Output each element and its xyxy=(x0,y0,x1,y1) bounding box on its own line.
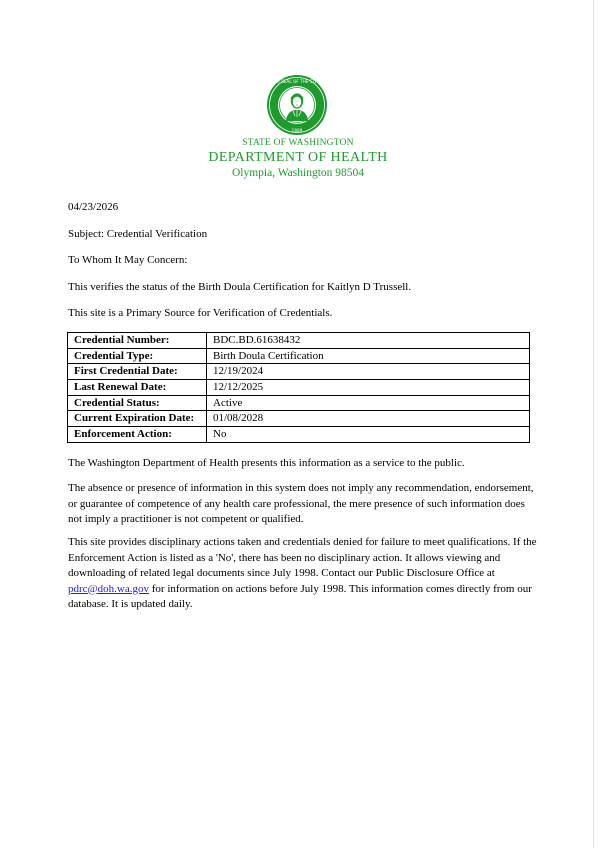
last-renewal-date-label: Last Renewal Date: xyxy=(68,380,207,396)
enforcement-action-value: No xyxy=(207,427,530,443)
last-renewal-date-value: 12/12/2025 xyxy=(207,380,530,396)
credential-type-value: Birth Doula Certification xyxy=(207,348,530,364)
table-row xyxy=(68,333,530,349)
disciplinary-text-before-link: This site provides disciplinary actions taken and credentials denied for failure to meet qualifications. If the Enforcement Action is listed as a 'No', there has been no disciplinary action. It allows viewing and downloading of related legal documents since July 1998. Contact our Public Disclosure Office at xyxy=(68,536,537,579)
letterhead-city: Olympia, Washington 98504 xyxy=(231,167,365,179)
credential-number-label: Credential Number: xyxy=(68,333,207,349)
credential-table xyxy=(67,332,530,443)
letter-date: 04/23/2026 xyxy=(68,201,119,213)
first-credential-date-label: First Credential Date: xyxy=(68,364,207,380)
public-service-statement: The Washington Department of Health presents this information as a service to the public. xyxy=(68,457,465,469)
table-row xyxy=(68,427,530,443)
first-credential-date-value: 12/19/2024 xyxy=(207,364,530,380)
letter-subject: Subject: Credential Verification xyxy=(68,228,208,240)
public-disclosure-email-link[interactable]: pdrc@doh.wa.gov xyxy=(68,582,150,595)
current-expiration-date-label: Current Expiration Date: xyxy=(68,411,207,427)
disciplinary-text-after-link: for information on actions before July 1998. This information comes directly from our database. It is updated daily. xyxy=(68,582,532,610)
enforcement-action-label: Enforcement Action: xyxy=(68,427,207,443)
table-row xyxy=(68,364,530,380)
svg-text:THE SEAL OF THE STATE: THE SEAL OF THE STATE xyxy=(271,78,323,84)
table-row xyxy=(68,380,530,396)
credential-status-value: Active xyxy=(207,395,530,411)
letterhead-department: DEPARTMENT OF HEALTH xyxy=(208,150,388,165)
disclaimer-paragraph: The absence or presence of information in this system does not imply any recommendation, endorsement, or guarantee of competence of any health care professional, the mere presence of such information does not imply a practitioner is not competent or qualified. xyxy=(68,482,534,525)
verification-statement: This verifies the status of the Birth Doula Certification for Kaitlyn D Trussell. xyxy=(68,281,412,293)
letterhead-state: STATE OF WASHINGTON xyxy=(242,138,354,148)
letter-salutation: To Whom It May Concern: xyxy=(68,254,188,266)
current-expiration-date-value: 01/08/2028 xyxy=(207,411,530,427)
washington-state-seal-icon xyxy=(266,74,328,136)
page-edge xyxy=(593,0,594,848)
table-row xyxy=(68,348,530,364)
credential-number-value: BDC.BD.61638432 xyxy=(207,333,530,349)
credential-status-label: Credential Status: xyxy=(68,395,207,411)
svg-text:1889: 1889 xyxy=(291,128,303,133)
table-row xyxy=(68,411,530,427)
primary-source-statement: This site is a Primary Source for Verification of Credentials. xyxy=(68,307,333,319)
credential-type-label: Credential Type: xyxy=(68,348,207,364)
table-row xyxy=(68,395,530,411)
disciplinary-paragraph xyxy=(68,535,538,613)
